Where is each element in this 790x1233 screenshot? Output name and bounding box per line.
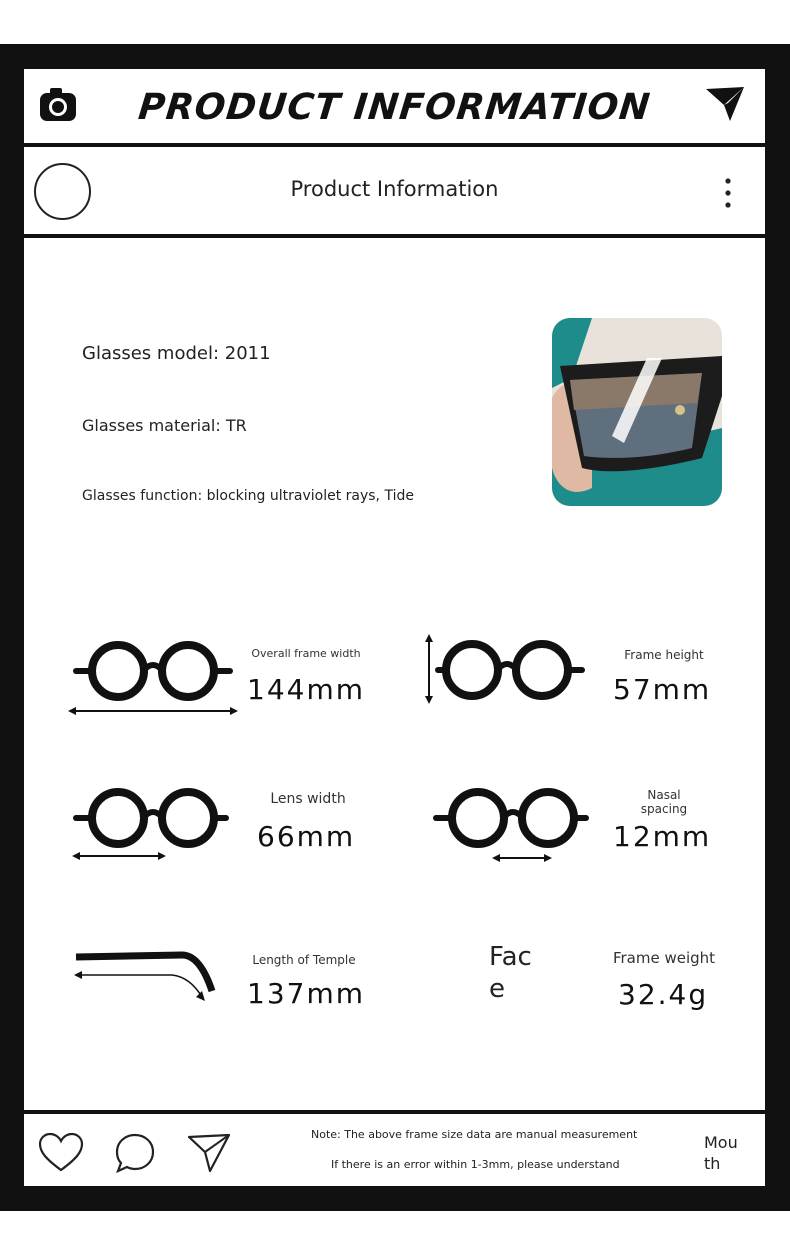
heart-icon[interactable] bbox=[38, 1132, 84, 1178]
mouth-label bbox=[704, 1132, 738, 1174]
note-line-1: Note: The above frame size data are manual measurement bbox=[311, 1128, 638, 1141]
profile-header bbox=[24, 147, 765, 234]
header-title: Product Information bbox=[290, 177, 499, 201]
mouth-label-line1: Mou bbox=[704, 1133, 738, 1152]
action-bar bbox=[24, 1114, 765, 1186]
overall-width-diagram-icon bbox=[68, 638, 238, 722]
lens-width-label: Lens width bbox=[270, 791, 346, 807]
mouth-label-line2: th bbox=[704, 1154, 721, 1173]
nasal-spacing-value: 12mm bbox=[613, 820, 712, 853]
temple-length-diagram-icon bbox=[72, 943, 222, 1007]
nasal-spacing-diagram-icon bbox=[432, 786, 592, 870]
send-icon[interactable] bbox=[704, 85, 746, 129]
frame-height-value: 57mm bbox=[613, 673, 712, 706]
face-label-line2: e bbox=[489, 974, 505, 1004]
temple-length-value: 137mm bbox=[247, 977, 365, 1010]
send-icon[interactable] bbox=[186, 1132, 232, 1178]
nasal-spacing-label-line1: Nasal bbox=[647, 788, 681, 802]
frame-weight-value: 32.4g bbox=[618, 978, 709, 1011]
frame-height-label: Frame height bbox=[624, 648, 704, 662]
comment-icon[interactable] bbox=[114, 1132, 156, 1178]
face-label-line1: Fac bbox=[489, 942, 532, 972]
frame-weight-label: Frame weight bbox=[612, 949, 716, 967]
glasses-model: Glasses model: 2011 bbox=[82, 343, 271, 364]
page-title: PRODUCT INFORMATION bbox=[136, 87, 653, 128]
lens-width-value: 66mm bbox=[257, 820, 356, 853]
product-photo bbox=[552, 318, 722, 506]
overall-width-value: 144mm bbox=[247, 673, 365, 706]
note-line-2: If there is an error within 1-3mm, please understand bbox=[331, 1158, 620, 1171]
face-label bbox=[489, 941, 532, 1005]
title-bar bbox=[24, 69, 765, 143]
glasses-function: Glasses function: blocking ultraviolet rays, Tide bbox=[82, 488, 414, 504]
nasal-spacing-label-line2: spacing bbox=[640, 802, 688, 816]
lens-width-diagram-icon bbox=[72, 786, 232, 870]
main-content bbox=[24, 238, 765, 1110]
overall-width-label: Overall frame width bbox=[251, 647, 361, 660]
glasses-material: Glasses material: TR bbox=[82, 416, 247, 435]
frame-height-diagram-icon bbox=[422, 634, 592, 708]
temple-length-label: Length of Temple bbox=[252, 953, 356, 967]
more-vertical-icon[interactable] bbox=[724, 177, 732, 215]
